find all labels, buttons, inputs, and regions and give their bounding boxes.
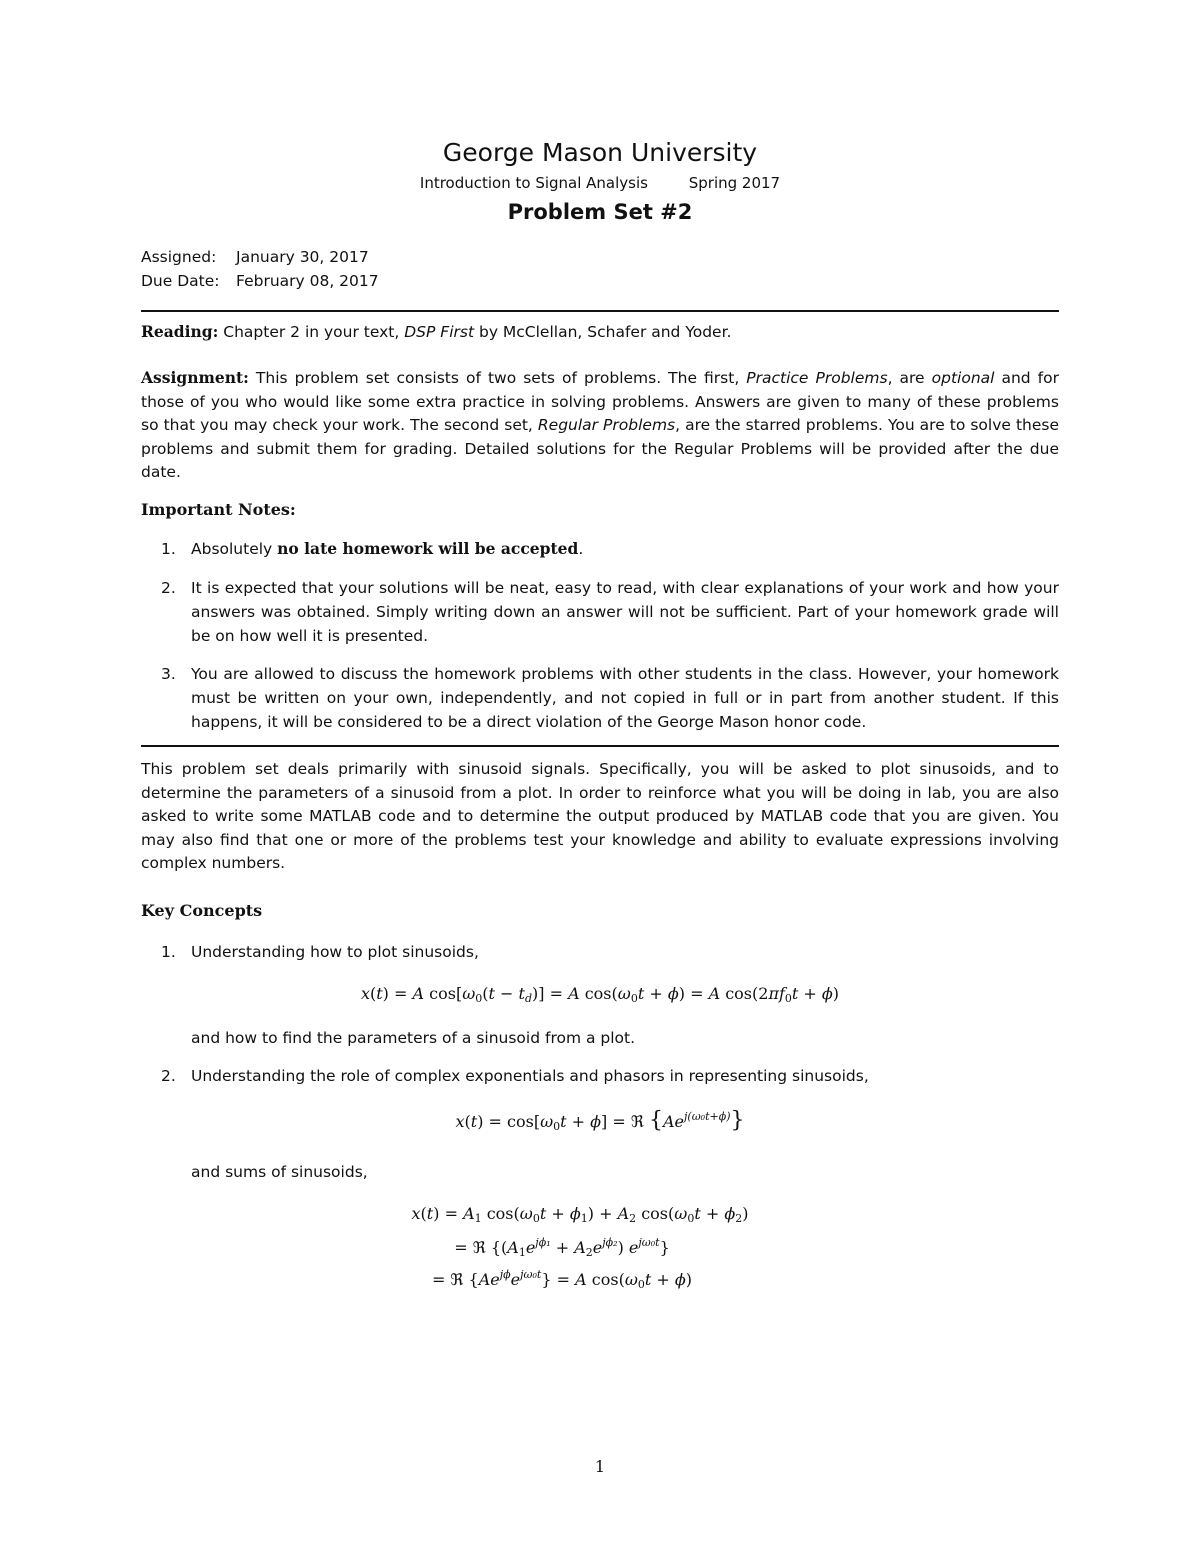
- optional-term: optional: [931, 369, 995, 387]
- concept-item: [161, 1064, 1059, 1088]
- concept-number: 1.: [161, 943, 176, 961]
- due-date: February 08, 2017: [236, 272, 379, 290]
- course-name: Introduction to Signal Analysis: [419, 174, 648, 192]
- concept-item: [161, 940, 1059, 964]
- note-1-text: Absolutely: [191, 540, 278, 558]
- note-number: 1.: [161, 540, 176, 558]
- assignment-text-3: and for those of you who would like some extra practice in solving problems. Answers are given to many of these problems so that you may check your work. The second set,: [141, 369, 1059, 434]
- note-number: 3.: [161, 665, 176, 683]
- assigned-date: January 30, 2017: [236, 248, 369, 266]
- note-2-text: It is expected that your solutions will be neat, easy to read, with clear explanations of your work and how your answers was obtained. Simply writing down an answer will not be sufficient. Part of your homework grade will be on how well it is presented.: [191, 579, 1059, 645]
- equation-sum-line-1: $x(t) = A_1$ $\cos(\omega_0t + \phi_1) + A_2$ $\cos(\omega_0t + \phi_2)$: [411, 1204, 749, 1225]
- intro-paragraph: This problem set deals primarily with sinusoid signals. Specifically, you will be asked to plot sinusoids, and to determine the parameters of a sinusoid from a plot. In order to reinforce what you will be doing in lab, you are also asked to write some MATLAB code and to determine the output produced by MATLAB code that you are given. You may also find that one or more of the problems test your knowledge and ability to evaluate expressions involving complex numbers.: [141, 760, 1059, 872]
- important-notes-heading: Important Notes:: [141, 500, 296, 519]
- reading-text: Chapter 2 in your text,: [218, 323, 405, 341]
- equation-sum-line-2: = ℜ {$(A_1e^{j\phi_1} + A_2e^{j\phi_2})$ $e^{j\omega_0t}$}: [454, 1236, 670, 1259]
- problem-set-title: Problem Set #2: [507, 200, 693, 224]
- course-term: Spring 2017: [688, 174, 781, 192]
- divider-top: [141, 310, 1059, 312]
- assignment-text-2: , are: [887, 369, 932, 387]
- note-item: [161, 576, 1059, 648]
- due-date-line: [141, 272, 379, 290]
- university-title: George Mason University: [442, 138, 758, 167]
- concept-2-after-text: and sums of sinusoids,: [191, 1163, 368, 1181]
- note-item: [161, 537, 1059, 561]
- page-number: 1: [594, 1457, 606, 1476]
- divider-bottom: [141, 745, 1059, 747]
- concept-1-after-text: and how to find the parameters of a sinusoid from a plot.: [191, 1029, 636, 1047]
- note-1-bold: no late homework will be accepted: [277, 539, 579, 558]
- course-line: [141, 174, 1059, 192]
- reading-label: Reading:: [141, 322, 219, 341]
- assigned-label: Assigned:: [141, 248, 217, 266]
- assignment-text-1: This problem set consists of two sets of problems. The first,: [248, 369, 747, 387]
- note-1-end: .: [578, 540, 584, 558]
- equation-sinusoid: x(t) = A $\cos[\omega_0(t - t_d)] = A$ $\cos(\omega_0t + \phi) = A$ $\cos(2\pi f_0t + \phi)$: [360, 984, 840, 1005]
- concept-number: 2.: [161, 1067, 176, 1085]
- book-title: DSP First: [404, 323, 475, 341]
- concept-1-text: Understanding how to plot sinusoids,: [191, 943, 479, 961]
- key-concepts-heading: Key Concepts: [141, 901, 263, 920]
- concept-2-text: Understanding the role of complex exponentials and phasors in representing sinusoids,: [191, 1067, 869, 1085]
- equation-phasor: $x(t) = \cos[\omega_0t + \phi]$ = ℜ $\{Ae^{j(\omega_0t+\phi)}\}$: [455, 1108, 745, 1133]
- note-number: 2.: [161, 579, 176, 597]
- equation-sum-line-3: = ℜ $\{Ae^{j\phi}e^{j\omega_0t}\} = A$ $\cos(\omega_0t + \phi)$: [431, 1268, 693, 1291]
- reading-text-end: by McClellan, Schafer and Yoder.: [474, 323, 732, 341]
- note-item: [161, 662, 1059, 734]
- assigned-line: [141, 248, 369, 266]
- note-3-text: You are allowed to discuss the homework problems with other students in the class. However, your homework must be written on your own, independently, and not copied in full or in part from another student. If this happens, it will be considered to be a direct violation of the George Mason honor code.: [191, 665, 1059, 731]
- concept-1-followup: [161, 1026, 1059, 1050]
- due-label: Due Date:: [141, 272, 220, 290]
- practice-problems-term: Practice Problems: [746, 369, 888, 387]
- reading-paragraph: [141, 320, 1059, 345]
- assignment-paragraph: [141, 366, 1059, 485]
- assignment-text-4: , are the starred problems. You are to solve these problems and submit them for grading. Detailed solutions for the Regular Problems will be provided after the due date.: [141, 416, 1059, 481]
- assignment-label: Assignment:: [141, 368, 249, 387]
- regular-problems-term: Regular Problems: [537, 416, 676, 434]
- concept-2-followup: [161, 1160, 1059, 1184]
